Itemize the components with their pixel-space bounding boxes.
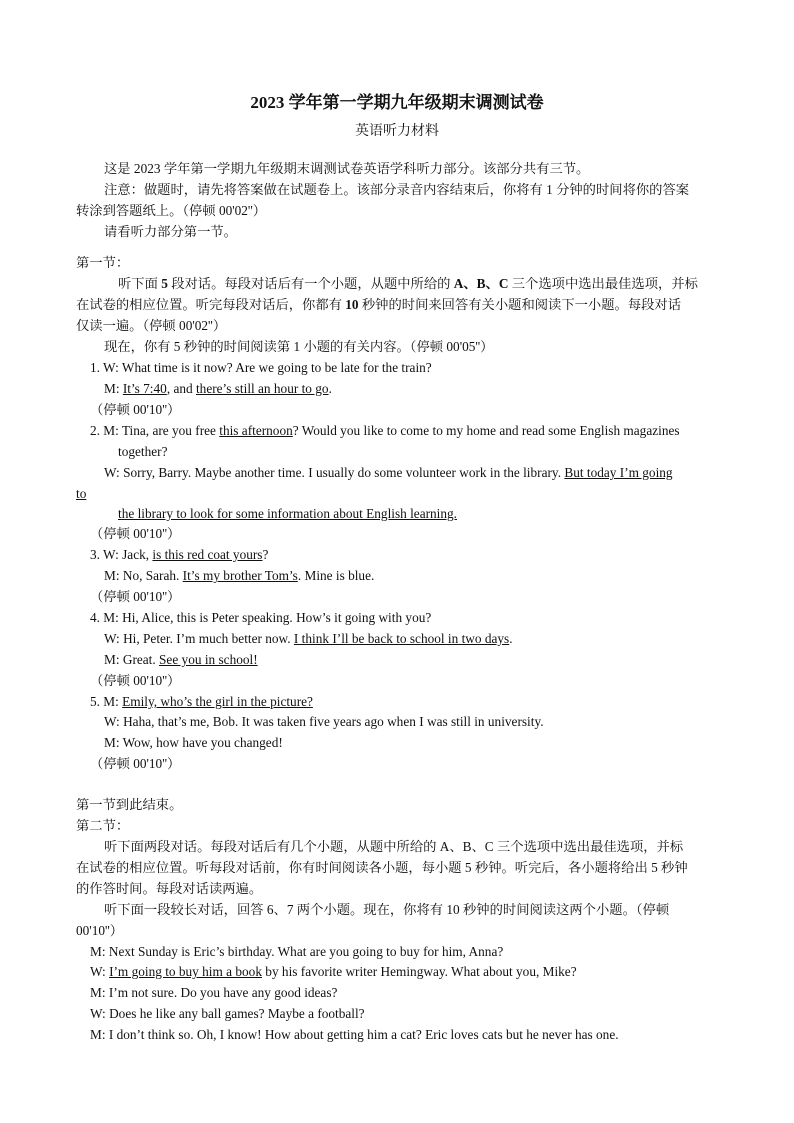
page-title: 2023 学年第一学期九年级期末调测试卷 [250,93,544,112]
dialogue-line: W: Sorry, Barry. Maybe another time. I usually do some volunteer work in the library. But today I’m going [104,465,673,480]
intro-line: 注意：做题时，请先将答案做在试题卷上。该部分录音内容结束后，你将有 1 分钟的时间将你的答案 [104,182,690,197]
instruction-line: 现在，你有 5 秒钟的时间阅读第 1 小题的有关内容。（停顿 00'05''） [104,339,494,354]
dialogue-line: M: Next Sunday is Eric’s birthday. What are you going to buy for him, Anna? [90,944,504,959]
dialogue-line: the library to look for some information about English learning. [118,506,457,521]
pause-note: （停顿 00'10''） [90,589,181,604]
dialogue-line: to [76,486,87,501]
intro-line: 请看听力部分第一节。 [104,224,237,239]
dialogue-line: W: Hi, Peter. I’m much better now. I think I’ll be back to school in two days. [104,631,513,646]
instruction-line: 的作答时间。每段对话读两遍。 [76,881,263,896]
dialogue-line: M: I’m not sure. Do you have any good ideas? [90,985,338,1000]
pause-note: （停顿 00'10''） [90,526,181,541]
dialogue-line: M: I don’t think so. Oh, I know! How about getting him a cat? Eric loves cats but he never has one. [90,1027,619,1042]
instruction-line: 在试卷的相应位置。听每段对话前，你有时间阅读各小题，每小题 5 秒钟。听完后，各小题将给出 5 秒钟 [76,860,688,875]
instruction-line: 00'10''） [76,923,124,938]
intro-line: 转涂到答题纸上。（停顿 00'02''） [76,203,267,218]
dialogue-line: together? [118,444,168,459]
instruction-line: 仅读一遍。（停顿 00'02''） [76,318,227,333]
dialogue-line: 2. M: Tina, are you free this afternoon? Would you like to come to my home and read some English magazines [90,423,680,438]
pause-note: （停顿 00'10''） [90,756,181,771]
pause-note: （停顿 00'10''） [90,673,181,688]
dialogue-line: 4. M: Hi, Alice, this is Peter speaking. How’s it going with you? [90,610,432,625]
dialogue-line: 3. W: Jack, is this red coat yours? [90,547,269,562]
section-heading: 第二节： [76,818,130,833]
instruction-line: 听下面一段较长对话，回答 6、7 两个小题。现在，你将有 10 秒钟的时间阅读这两个小题。（停顿 [104,902,670,917]
dialogue-line: M: Great. See you in school! [104,652,258,667]
page-subtitle: 英语听力材料 [355,124,439,139]
dialogue-line: 1. W: What time is it now? Are we going to be late for the train? [90,360,432,375]
dialogue-line: M: It’s 7:40, and there’s still an hour to go. [104,381,332,396]
dialogue-line: W: Haha, that’s me, Bob. It was taken five years ago when I was still in university. [104,714,544,729]
dialogue-line: M: Wow, how have you changed! [104,735,283,750]
intro-line: 这是 2023 学年第一学期九年级期末调测试卷英语学科听力部分。该部分共有三节。 [104,161,590,176]
section-heading: 第一节： [76,255,130,270]
dialogue-line: M: No, Sarah. It’s my brother Tom’s. Mine is blue. [104,568,375,583]
instruction-line: 在试卷的相应位置。听完每段对话后，你都有 10 秒钟的时间来回答有关小题和阅读下一小题。每段对话 [76,297,682,312]
instruction-line: 听下面 5 段对话。每段对话后有一个小题，从题中所给的 A、B、C 三个选项中选出最佳选项，并标 [118,276,698,291]
dialogue-line: W: Does he like any ball games? Maybe a football? [90,1006,365,1021]
section-end: 第一节到此结束。 [76,797,183,812]
pause-note: （停顿 00'10''） [90,402,181,417]
instruction-line: 听下面两段对话。每段对话后有几个小题，从题中所给的 A、B、C 三个选项中选出最佳选项，并标 [104,839,684,854]
dialogue-line: W: I’m going to buy him a book by his favorite writer Hemingway. What about you, Mike? [90,964,577,979]
dialogue-line: 5. M: Emily, who’s the girl in the picture? [90,694,313,709]
